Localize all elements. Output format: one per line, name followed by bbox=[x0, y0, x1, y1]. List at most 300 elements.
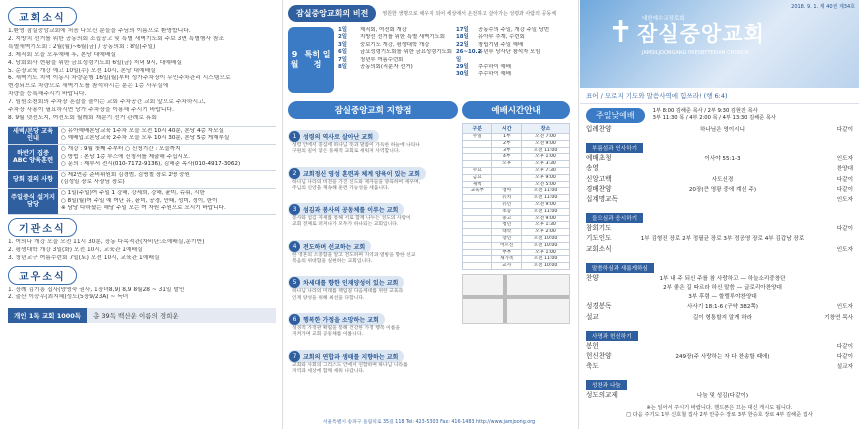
order-item: 성경봉독 bbox=[586, 302, 612, 311]
order-item: 찬양 bbox=[586, 273, 599, 282]
worship-row bbox=[463, 188, 570, 195]
worship-row bbox=[463, 161, 570, 168]
service-time: 1부 8:00 김해준 목사 / 2부 9:30 김현진 목사 bbox=[652, 108, 758, 114]
list-item: 1.환영 잠실중앙교회에 처음 나오신 분들을 주님의 이름으로 환영합니다. bbox=[8, 28, 191, 34]
table-row bbox=[8, 126, 276, 144]
order-person: 다같이 bbox=[836, 343, 853, 350]
policy-item bbox=[288, 233, 458, 266]
policy-list bbox=[288, 123, 458, 379]
policy-desc: 성경적 가정관 확립을 통해 건강한 가정 행복 이룸을 bbox=[292, 325, 400, 331]
schedule-text: 제직회, 여전회 개강 bbox=[360, 27, 407, 33]
list-item: 6. 새벽기도 지역 이동시 차량운행 16일(월)부터 성가주차장이 무인주차관리 시스템으로 bbox=[8, 75, 231, 82]
table-line: (김성일 장로 사장님 장로) bbox=[61, 179, 125, 186]
church-name-en: JAMSILJOONGANG PRESBYTERIAN CHURCH bbox=[642, 50, 749, 56]
list-item: 주차장 사용이 필요하시면 당가 주차장을 이용해 주시기 바랍니다. bbox=[8, 107, 174, 114]
policy-desc: 봉사와 섬김 자세를 통해 서로 함께 나누는 성도의 사랑이 bbox=[292, 216, 411, 222]
policy-number: 7 bbox=[289, 351, 300, 362]
worship-cell: 오전 9:00 bbox=[521, 201, 569, 208]
list-item: 7. 임원소천회의 주차장 혼잡을 줄이는 교회 주차공간 교회 앞으로 주차하시고, bbox=[8, 99, 206, 106]
schedule-text: 유아부 추계, 수련회 bbox=[478, 34, 525, 41]
schedule-badge bbox=[288, 27, 334, 93]
list-item: 2. 평생대학 개강 3일(화) 오전 10시, 교육관 1예배실 bbox=[8, 246, 143, 253]
order-item: 입례찬양 bbox=[586, 125, 612, 133]
service-times bbox=[653, 108, 776, 122]
order-person: 인도자 bbox=[836, 197, 853, 204]
order-section-bar: 성찬과 나눔 bbox=[586, 380, 627, 390]
church-news-list bbox=[8, 28, 276, 123]
worship-row bbox=[463, 215, 570, 222]
policy-worship-row bbox=[288, 123, 570, 379]
policy-title: 교회의 연합과 생태를 지향하는 교회 bbox=[303, 353, 399, 361]
footer-note: □ 다음 주기도 1부 신호철 집사 2부 안중수 장로 3부 한승호 장로 4부 김해준 집사 bbox=[626, 411, 813, 418]
worship-row bbox=[463, 235, 570, 242]
worship-cell: 오후 2:00 bbox=[521, 229, 569, 236]
order-row bbox=[586, 195, 853, 205]
worship-cell: 유년 bbox=[492, 201, 521, 208]
schedule-text: 공동수의 주일, 개강 주일 당번 bbox=[478, 27, 550, 33]
order-item: 헌신찬양 bbox=[586, 352, 612, 361]
order-row bbox=[586, 245, 853, 255]
policy-desc: 성령 안에서 중심에 하나님 뜻과 말씀이 가득한 하늘에 나타나 bbox=[292, 143, 421, 148]
right-panel bbox=[580, 0, 859, 429]
worship-cell bbox=[463, 140, 492, 147]
list-item: 3. 제직회 오늘 오후예배 후, 본당 대예배실 bbox=[8, 51, 117, 58]
church-logo bbox=[608, 15, 765, 50]
church-news-title: 교회소식 bbox=[8, 7, 77, 26]
footer-note: ※는 일어서 주시기 바랍니다. 핸드폰은 끄는 대신 게시도 됩니다. bbox=[646, 404, 793, 411]
table-line: ○ 8일(월)여 주일 예 여단 유, 윤미, 공경, 안태, 성미, 정이, 한이 bbox=[61, 197, 218, 204]
worship-cell: 청년 bbox=[492, 222, 521, 229]
worship-cell: 오후 1:00 bbox=[521, 154, 569, 161]
table-key: 당회 결의 사항 bbox=[8, 170, 58, 188]
worship-head-cell: 시간 bbox=[492, 124, 521, 134]
order-of-service bbox=[580, 123, 859, 402]
order-person: 다같이 bbox=[836, 176, 853, 183]
order-item: 교회소식 bbox=[586, 244, 612, 253]
policy-heading bbox=[288, 130, 379, 143]
worship-row bbox=[463, 147, 570, 154]
order-row bbox=[586, 234, 853, 244]
member-news-title: 교우소식 bbox=[8, 266, 77, 285]
order-row bbox=[586, 302, 853, 312]
policy-title: 섬김과 봉사의 공동체를 이루는 교회 bbox=[303, 207, 399, 215]
policy-item bbox=[288, 306, 458, 339]
order-content: 사도신경 bbox=[711, 176, 734, 183]
order-person: 설교자 bbox=[836, 364, 853, 371]
worship-cell: 수요 bbox=[463, 167, 492, 174]
list-item: 특별새벽기도회 : 2월(월)~6월(금) / 공동의회 : 8일(주일) bbox=[8, 43, 156, 50]
schedule-date: 26~10.2일 bbox=[456, 49, 482, 63]
order-content: 이사야 55:1-3 bbox=[704, 156, 741, 163]
order-person: 다같이 bbox=[836, 127, 853, 133]
worship-row bbox=[463, 208, 570, 215]
policy-heading bbox=[288, 203, 404, 216]
policy-title: 교회정신 영성 훈련과 체계 양육이 있는 교회 bbox=[303, 170, 420, 178]
order-content: 20장(큰 영광 중에 계신 주) bbox=[688, 186, 757, 193]
table-value bbox=[58, 145, 276, 171]
worship-cell bbox=[463, 161, 492, 168]
list-item: 1. 여의나 개강 오늘 오전 11시 30분, 장동 다목적관(자비단:소예배실,운기반) bbox=[8, 238, 205, 245]
order-row bbox=[586, 125, 853, 135]
worship-row bbox=[463, 256, 570, 263]
list-item: 8. 9월 넷전도지, 여전도회 월례회 재분기 선거 관례로 휴회 bbox=[8, 114, 157, 121]
order-content: 길이 형통할지 알게 하라 bbox=[692, 314, 753, 321]
worship-head-cell: 구분 bbox=[463, 124, 492, 134]
reading-bar-value: 총 39독 백산운 이름의 경희운 bbox=[87, 308, 276, 323]
order-content: 사사기 18:1-6 (구약 382쪽) bbox=[687, 304, 758, 311]
worship-cell: 오전 11:00 bbox=[521, 147, 569, 154]
policy-desc: 지역과 세상에 함께 세워 나갑니다. bbox=[292, 368, 365, 374]
vision-text: 영원한 생명으로 채우지 되어 세상에서 온전하고 살아가는 성령과 사람의 공동체 bbox=[382, 11, 557, 17]
sunday-service-label: 주일낮예배 bbox=[586, 108, 645, 123]
schedule-row bbox=[456, 49, 570, 64]
worship-cell: 오후 1:30 bbox=[521, 222, 569, 229]
worship-row bbox=[463, 222, 570, 229]
order-item: 십계명교독 bbox=[586, 195, 618, 204]
policy-number: 2 bbox=[289, 168, 300, 179]
policy-title: 차세대를 향한 인재양성이 있는 교회 bbox=[303, 280, 399, 288]
vision-row bbox=[288, 5, 570, 22]
worship-cell bbox=[463, 242, 492, 249]
order-content: 2부 좋은 길 따르라 하신 말씀 — 글로리아찬양대 bbox=[663, 285, 782, 292]
policy-number: 4 bbox=[289, 241, 300, 252]
schedule-date: 29일 bbox=[456, 64, 469, 71]
member-news-list bbox=[8, 287, 276, 303]
schedule-date: 8일 bbox=[338, 64, 347, 71]
policy-title: 성령의 역사로 살아난 교회 bbox=[303, 134, 374, 141]
policy-heading bbox=[288, 167, 426, 180]
policy-title: 전도하며 선교하는 교회 bbox=[303, 243, 366, 251]
worship-cell bbox=[492, 167, 521, 174]
worship-cell: 금요 bbox=[463, 174, 492, 181]
schedule-text: 창립기념 주일 예배 bbox=[478, 41, 524, 48]
order-row bbox=[586, 342, 853, 352]
map-road bbox=[463, 295, 569, 299]
divider bbox=[282, 0, 283, 429]
order-person: 다같이 bbox=[836, 354, 853, 361]
schedule-row bbox=[338, 42, 452, 49]
policy-desc: 복음의 위대함을 실현하는 교회입니다. bbox=[292, 259, 373, 265]
order-row bbox=[586, 391, 853, 401]
schedule-text: 중보기도 개강, 평생대학 개강 bbox=[360, 41, 430, 48]
middle-panel bbox=[284, 0, 574, 429]
order-content: 249장(주 사랑하는 자 다 찬송할 때에) bbox=[675, 354, 770, 361]
worship-cell: 오전 10:00 bbox=[521, 242, 569, 249]
schedule-text: 청년부 여름수련회 bbox=[360, 56, 404, 63]
worship-cell: 오후 9:00 bbox=[521, 174, 569, 181]
schedule-row bbox=[456, 42, 570, 49]
order-person: 다같이 bbox=[836, 186, 853, 193]
worship-cell: 장년 bbox=[492, 235, 521, 242]
reading-bar bbox=[8, 308, 276, 323]
order-row bbox=[586, 175, 853, 185]
table-value bbox=[58, 126, 276, 144]
list-item: 2. 지방치 선거를 위한 공동의회 소집공고 및 특별 새벽기도회 주보 3면 특별행사 참조 bbox=[8, 35, 225, 42]
order-section-bar: 들으심과 응시하기 bbox=[586, 213, 643, 223]
worship-cell: 오전 11:00 bbox=[521, 208, 569, 215]
order-content: 1부 내 주 되신 주를 참 사랑하고 — 하늘소리중창단 bbox=[659, 275, 786, 282]
list-item: 5. 순장교육 개강 예고 10일(수) 오전 10시, 본당 대예배실 bbox=[8, 67, 156, 74]
policy-number: 6 bbox=[289, 314, 300, 325]
policy-number: 1 bbox=[289, 131, 300, 142]
schedule-text: 추수하이 예배 bbox=[478, 71, 511, 78]
worship-cell bbox=[463, 195, 492, 202]
order-row bbox=[586, 164, 853, 174]
schedule-col-b bbox=[456, 27, 570, 93]
schedule-row bbox=[338, 64, 452, 71]
worship-cell: 오전 11:00 bbox=[521, 195, 569, 202]
policy-item bbox=[288, 160, 458, 193]
worship-head-row bbox=[463, 124, 570, 134]
list-item: 3. 청년교구 여름수련회 7일(토) 오전 10시, 교육관 1예배실 bbox=[8, 254, 160, 261]
worship-cell: 오후 7:30 bbox=[521, 167, 569, 174]
footer-notes bbox=[580, 402, 859, 419]
worship-cell: 2부 bbox=[492, 140, 521, 147]
worship-head-cell: 장소 bbox=[521, 124, 569, 134]
policy-heading bbox=[288, 313, 385, 326]
policy-desc: 하나님 나라의 비전을 가진 신도와 제자들을 양육하여 세우며, bbox=[292, 179, 421, 185]
badge-line: 특히 일정 bbox=[304, 50, 331, 69]
worship-cell bbox=[463, 249, 492, 256]
order-section-bar: 사명과 헌신하기 bbox=[586, 331, 638, 341]
table-key: 주일중식 설거지 담당 bbox=[8, 189, 58, 215]
vision-title: 잠실중앙교회의 비전 bbox=[288, 5, 376, 22]
schedule-text: 금요성령기도회를 위한 금요성령기도회 bbox=[360, 49, 452, 56]
worship-cell: 4부 bbox=[492, 154, 521, 161]
order-section-bar: 부름섬과 인사하기 bbox=[586, 143, 643, 153]
policy-item bbox=[288, 269, 458, 302]
policy-item bbox=[288, 343, 458, 376]
map-road bbox=[503, 275, 507, 323]
order-row bbox=[586, 284, 853, 293]
september-schedule bbox=[288, 27, 570, 93]
schedule-date: 1일 bbox=[338, 27, 347, 33]
worship-cell: 오전 7:00 bbox=[521, 134, 569, 141]
policy-desc: 구원의 길이 닿은 동체적 교회로 세워져 사역합니다. bbox=[292, 149, 400, 155]
worship-cell: 유치 bbox=[492, 195, 521, 202]
policy-desc: 주님의 신앙을 계속해 훈련 가능성을 세웁니다. bbox=[292, 185, 390, 191]
worship-row bbox=[463, 167, 570, 174]
org-news-list bbox=[8, 239, 276, 263]
order-item: 송영 bbox=[586, 164, 599, 173]
table-line: ○ 1일(주일)여 주일 1 강해, 강세희, 강해, 윤미, 슈워, 시한 bbox=[61, 190, 205, 197]
list-item: 변경되므로 차량으로 새벽기도를 참석하시는 분은 1층 사무실에 bbox=[8, 83, 169, 90]
church-motto: 표어 / 모로지 기도와 말씀사역에 힘쓰라! (행 6:4) bbox=[580, 88, 859, 104]
table-line: ○ 문의 : 제부서 전시(010-7172-9136), 김해준 목사(010-4917-3062) bbox=[61, 161, 241, 168]
order-content: 1부 김형진 장로 2부 정필균 장로 3부 정공영 장로 4부 김갑남 장로 bbox=[640, 236, 805, 243]
table-row bbox=[8, 145, 276, 171]
worship-cell: 3부 bbox=[492, 147, 521, 154]
table-row bbox=[8, 170, 276, 188]
order-item: 경배찬양 bbox=[586, 184, 612, 193]
schedule-date: 17일 bbox=[456, 27, 469, 33]
schedule-date: 18일 bbox=[456, 34, 469, 41]
info-table bbox=[8, 126, 276, 215]
worship-row bbox=[463, 263, 570, 270]
worship-cell: 오전 9:00 bbox=[521, 215, 569, 222]
order-row bbox=[586, 224, 853, 234]
order-item: 성도의교제 bbox=[586, 391, 618, 400]
order-item: 기도인도 bbox=[586, 234, 612, 243]
order-person: 다같이 bbox=[836, 226, 853, 233]
order-content: 하나님은 영이시니 bbox=[699, 127, 745, 133]
worship-cell: 오전 10:00 bbox=[521, 235, 569, 242]
worship-cell bbox=[463, 147, 492, 154]
worship-cell bbox=[492, 174, 521, 181]
worship-cell: 새벽 bbox=[463, 181, 492, 188]
order-row bbox=[586, 352, 853, 362]
worship-cell: 오전 9:00 bbox=[521, 140, 569, 147]
policy-title: 잠실중앙교회 지향점 bbox=[288, 101, 458, 119]
policy-heading bbox=[288, 240, 371, 253]
order-item: 봉헌 bbox=[586, 341, 599, 350]
worship-cell: 오전 10:00 bbox=[521, 263, 569, 270]
policy-title: 행복한 가정을 소망하는 교회 bbox=[303, 316, 379, 324]
table-line: ○ 방법 : 본당 1층 부스에 신청서를 제출해 주십시오. bbox=[61, 153, 190, 160]
sunday-service-header bbox=[580, 104, 859, 123]
order-item: 설교 bbox=[586, 312, 599, 321]
schedule-row bbox=[456, 34, 570, 41]
order-item: 축도 bbox=[586, 362, 599, 371]
worship-cell bbox=[463, 222, 492, 229]
worship-table bbox=[462, 123, 570, 270]
policy-desc: 교회와 사회의 그리스도 안에서 연합하며 하나님 나라를 bbox=[292, 362, 408, 368]
order-person: 인도자 bbox=[836, 246, 853, 253]
schedule-row bbox=[456, 71, 570, 78]
worship-cell bbox=[463, 208, 492, 215]
worship-cell: 어르신 bbox=[492, 242, 521, 249]
worship-cell: 오후 bbox=[492, 161, 521, 168]
order-row bbox=[586, 362, 853, 372]
table-key: 새벽/본당 교육인내 bbox=[8, 126, 58, 144]
reading-bar-label: 개인 1독 교회 1000독 bbox=[8, 308, 87, 323]
order-item: 신앙고백 bbox=[586, 174, 612, 183]
order-person: 인도자 bbox=[836, 156, 853, 163]
worship-row bbox=[463, 174, 570, 181]
schedule-text: 유년부 당사단 참석자 모임 bbox=[478, 49, 541, 56]
org-news-title: 기관소식 bbox=[8, 218, 77, 237]
order-content: 나눔 및 성김(다같이) bbox=[696, 393, 749, 400]
worship-row bbox=[463, 181, 570, 188]
policy-heading bbox=[288, 350, 404, 363]
schedule-row bbox=[456, 27, 570, 34]
order-item: 예배초청 bbox=[586, 154, 612, 163]
schedule-text: 지방선 선거를 위한 특별 새벽기도회 bbox=[360, 34, 445, 41]
worship-cell bbox=[463, 263, 492, 270]
schedule-row bbox=[456, 64, 570, 71]
schedule-text: 공동의회(직분자 선거) bbox=[360, 64, 413, 71]
policy-item bbox=[288, 196, 458, 229]
table-key: 하반기 집중ABC 양육훈련 bbox=[8, 145, 58, 171]
denomination-label: 대한예수교장로회 bbox=[642, 16, 685, 22]
cover-banner bbox=[580, 0, 859, 88]
worship-cell: 1부 bbox=[492, 134, 521, 141]
order-row bbox=[586, 313, 853, 323]
policy-desc: 한 영혼의 소중함을 알고 전도하며 지역과 열방을 향한 선교 bbox=[292, 252, 416, 258]
table-line: ○ 예배입고본당교육 2주차 오늘 오후 10시 30분, 본당 5층 게재부실 bbox=[61, 135, 230, 142]
policy-heading bbox=[288, 276, 404, 289]
schedule-row bbox=[338, 27, 452, 34]
schedule-row bbox=[338, 49, 452, 56]
order-row bbox=[586, 154, 853, 164]
worship-cell: 오전 5:00 bbox=[521, 181, 569, 188]
order-item: 참회기도 bbox=[586, 224, 612, 233]
location-map bbox=[462, 274, 570, 324]
order-row bbox=[586, 293, 853, 302]
schedule-date: 3일 bbox=[338, 41, 347, 48]
worship-row bbox=[463, 140, 570, 147]
list-item: 차량을 등록해주시기 바랍니다. bbox=[8, 91, 87, 98]
table-line: ○ 유아예배본당교육 1주차 오늘 오전 10시 40분, 본당 4층 자모실 bbox=[61, 127, 224, 134]
worship-row bbox=[463, 249, 570, 256]
table-value bbox=[58, 170, 276, 188]
worship-cell: 교육부 bbox=[463, 188, 492, 195]
policy-desc: 교회 전체로 퍼져나가 모두가 하나되는 교회입니다. bbox=[292, 222, 399, 228]
worship-cell: 영아 bbox=[492, 188, 521, 195]
policy-desc: 하나님 나라의 미래를 책임질 다음세대를 위한 교육과 bbox=[292, 289, 404, 295]
worship-cell bbox=[463, 215, 492, 222]
schedule-date: 30일 bbox=[456, 71, 469, 78]
table-value bbox=[58, 189, 276, 215]
policy-desc: 인재 양성을 위해 최선을 다합니다. bbox=[292, 295, 365, 301]
worship-row bbox=[463, 242, 570, 249]
worship-cell: 중고 bbox=[492, 215, 521, 222]
worship-cell: 오전 11:00 bbox=[521, 256, 569, 263]
table-line: ※ 담당 다하셨는 해당 주일 오는 여 자원 주원으로 오시기 바랍니다. bbox=[61, 205, 226, 212]
worship-cell bbox=[463, 235, 492, 242]
worship-row bbox=[463, 154, 570, 161]
section-heads bbox=[288, 101, 570, 119]
church-address: 서울특별시 송파구 올림픽로 35길 118 Tel: 423-5303 Fax: 416-1483 http://www.jamjoong.org bbox=[322, 420, 536, 425]
worship-cell: 부부 bbox=[492, 249, 521, 256]
worship-cell bbox=[463, 154, 492, 161]
table-line: ○ 제2연총 준비위원회 김경범, 김명철 장로 2명 중원 bbox=[61, 171, 190, 178]
policy-item bbox=[288, 123, 458, 156]
badge-line: 9월 bbox=[290, 50, 299, 69]
worship-title: 예배시간안내 bbox=[462, 101, 570, 119]
left-panel bbox=[0, 0, 282, 429]
schedule-date: 6일 bbox=[338, 49, 347, 56]
worship-row bbox=[463, 195, 570, 202]
worship-cell bbox=[463, 256, 492, 263]
schedule-text: 추수하이 예배 bbox=[478, 64, 511, 71]
worship-cell bbox=[463, 229, 492, 236]
worship-cell: 초등 bbox=[492, 208, 521, 215]
worship-row bbox=[463, 201, 570, 208]
schedule-date: 7일 bbox=[338, 56, 347, 63]
list-item: 4. 당회회사 현황을 위한 금요성령기도회 6일(금) 저녁 9시, 대예배실 bbox=[8, 59, 183, 66]
order-row bbox=[586, 274, 853, 284]
worship-cell: 오후 3:30 bbox=[521, 161, 569, 168]
divider bbox=[578, 0, 579, 429]
church-name: 잠실중앙교회 bbox=[637, 22, 765, 46]
issue-date: 2018. 9. 1. 제 40권 제34호 bbox=[791, 4, 855, 10]
order-person: 찬양대 bbox=[836, 166, 853, 173]
service-time: 3부 11:30 목 / 4부 2:00 목 / 4부 13:30 김해준 목사 bbox=[652, 115, 776, 121]
policy-desc: 지켜가며 교회 공동체를 이룹니다. bbox=[292, 332, 363, 338]
worship-cell bbox=[492, 181, 521, 188]
list-item: 2. 출산 이승우(최지혜)성도(5장9/23A) ~ 득녀 bbox=[8, 294, 129, 301]
order-person: 기창연 목사 bbox=[824, 314, 853, 321]
worship-cell: 새가족 bbox=[492, 256, 521, 263]
worship-schedule bbox=[462, 123, 570, 379]
list-item: 1. 장례 김기흥 집사(양영숙 권사, 1장녀8,9) 8,9 8월28 ~ 31일 발인 bbox=[8, 286, 185, 293]
worship-cell: 주일 bbox=[463, 134, 492, 141]
worship-cell: 오후 1:00 bbox=[521, 249, 569, 256]
worship-row bbox=[463, 229, 570, 236]
order-section-bar: 말씀하심과 새롭게하심 bbox=[586, 263, 654, 273]
worship-cell: 교사 bbox=[492, 263, 521, 270]
